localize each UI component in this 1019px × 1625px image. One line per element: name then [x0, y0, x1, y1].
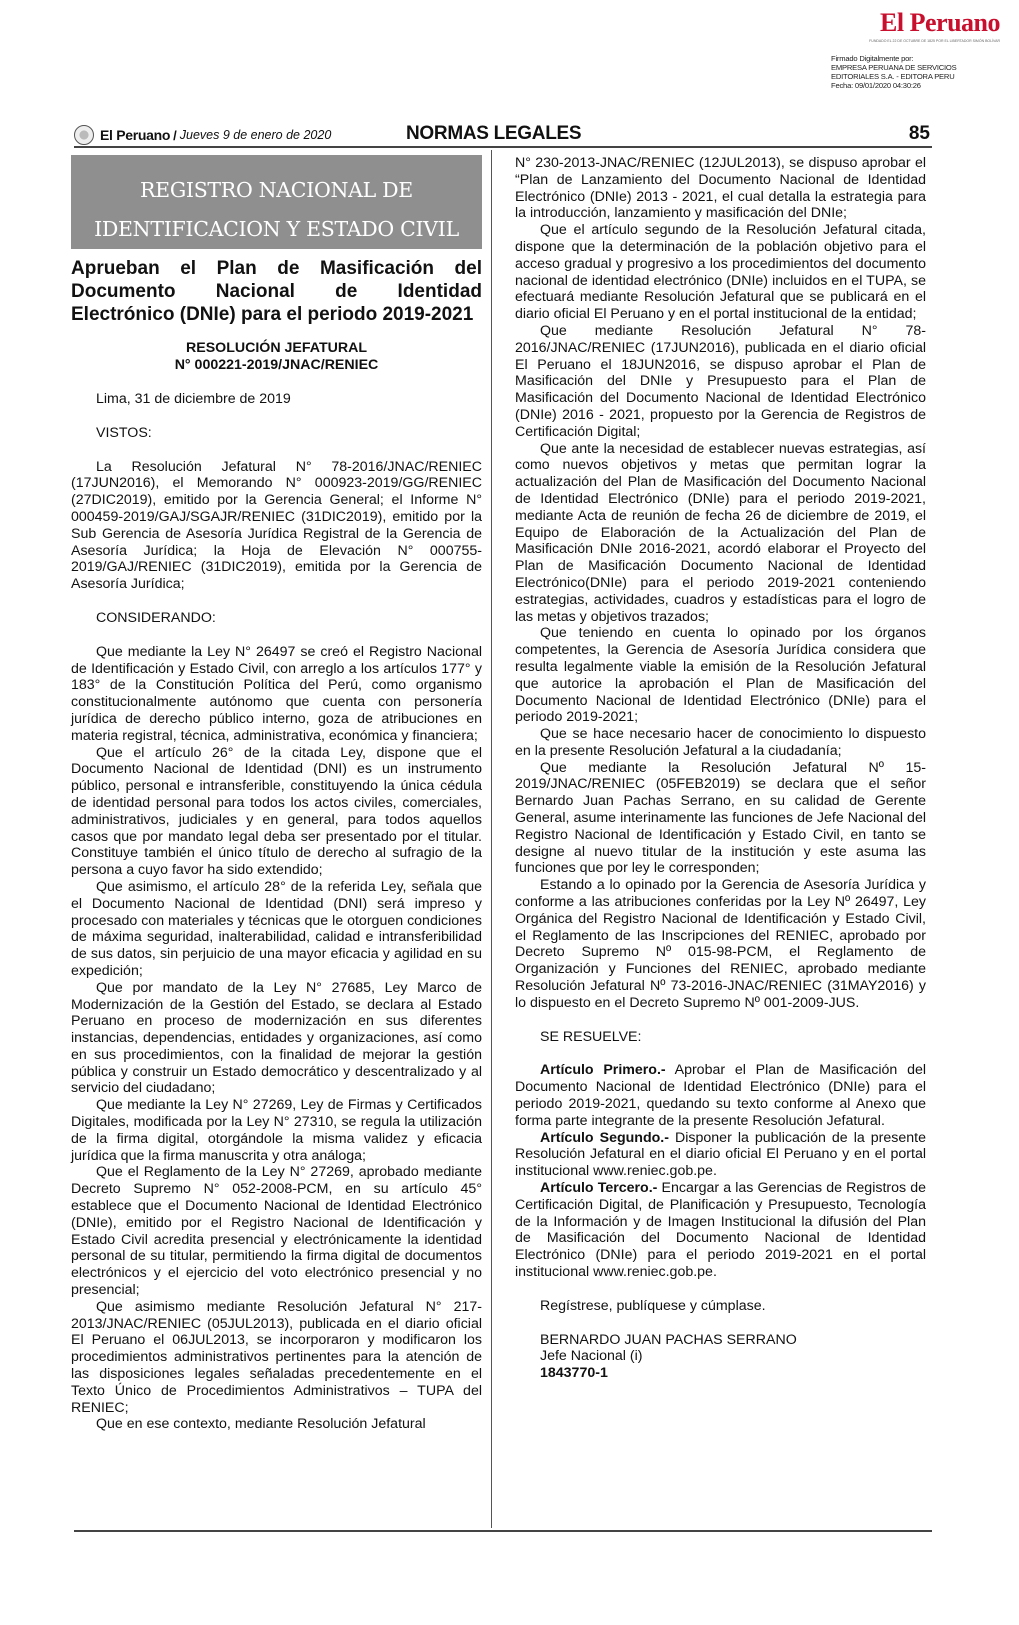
signature-line: EDITORIALES S.A. - EDITORA PERU — [831, 72, 955, 81]
institution-line: REGISTRO NACIONAL DE — [140, 178, 413, 202]
resolution-line: RESOLUCIÓN JEFATURAL — [185, 340, 368, 356]
el-peruano-logo: El Peruano — [880, 8, 1000, 37]
article-title: Aprueban el Plan de Masificación del Documento Nacional de Identidad Electrónico (DNIe) para el periodo 2019-2021 — [71, 258, 482, 325]
left-column — [71, 155, 482, 1433]
considerando-continuation: N° 230-2013-JNAC/RENIEC (12JUL2013), se dispuso aprobar el “Plan de Lanzamiento del Documento Nacional de Identidad Electrónico (DNIe) 2013 - 2021, el cual detalla la estrategia para la introducción, lanzamiento y masificación del DNIe; — [515, 155, 926, 222]
considerando-paragraph: Que el Reglamento de la Ley N° 27269, aprobado mediante Decreto Supremo N° 052-2008-PCM, en su artículo 45° establece que el Documento Nacional de Identidad Electrónico (DNIe), emitido por el Registro Nacional de Identificación y Estado Civil acredita presencial y electrónicamente la identidad personal de su titular, permitiendo la firma digital de documentos electrónicos y el ejercicio del voto electrónico presencial y no presencial; — [71, 1164, 482, 1299]
right-column — [515, 155, 926, 1382]
considerando-paragraph: Estando a lo opinado por la Gerencia de Asesoría Jurídica y conforme a las atribuciones conferidas por la Ley Nº 26497, Ley Orgánica del Registro Nacional de Identificación y Estado Civil, el Reglamento de las Inscripciones del RENIEC, aprobado por Decreto Supremo Nº 015-98-PCM, el Reglamento de Organización y Funciones del RENIEC, aprobado mediante Resolución Jefatural Nº 73-2016-JNAC/RENIEC (31MAY2016) y lo dispuesto en el Decreto Supremo Nº 001-2009-JUS. — [515, 877, 926, 1011]
header-date: Jueves 9 de enero de 2020 — [179, 128, 332, 142]
considerando-paragraph: Que asimismo mediante Resolución Jefatural N° 217-2013/JNAC/RENIEC (05JUL2013), publicada en el diario oficial El Peruano el 06JUL2013, se incorporaron y modificaron los procedimientos administrativos pertinentes para la atención de las disposiciones legales señaladas precedentemente en el Texto Único de Procedimientos Administrativos – TUPA del RENIEC; — [71, 1298, 482, 1416]
considerando-paragraph: Que mediante la Resolución Jefatural Nº 15-2019/JNAC/RENIEC (05FEB2019) se declara que el señor Bernardo Juan Pachas Serrano, en su calidad de Gerente General, asume interinamente las funciones de Jefe Nacional del Registro Nacional de Identificación y Estado Civil, en tanto se designe al nuevo titular de la institución y este asuma las funciones que por ley le corresponden; — [515, 759, 926, 877]
article-three — [515, 1180, 926, 1281]
signature-line: EMPRESA PERUANA DE SERVICIOS — [831, 63, 957, 72]
footer-rule — [74, 1530, 932, 1532]
vistos-text: La Resolución Jefatural N° 78-2016/JNAC/RENIEC (17JUN2016), el Memorando N° 000923-2019/GG/RENIEC (27DIC2019), emitido por la Gerencia General; el Informe N° 000459-2019/GAJ/SGAJR/RENIEC (31DIC2019), emitido por la Sub Gerencia de Asesoría Jurídica Registral de la Gerencia de Asesoría Jurídica; la Hoja de Elevación N° 000755-2019/GAJ/RENIEC (31DIC2019), emitida por la Gerencia de Asesoría Jurídica; — [71, 458, 482, 593]
considerando-paragraph: Que por mandato de la Ley N° 27685, Ley Marco de Modernización de la Gestión del Estado, se declara al Estado Peruano en proceso de modernización en sus diferentes instancias, dependencias, entidades y organizaciones, así como en sus procedimientos, con la finalidad de mejorar la gestión pública y construir un Estado democrático y descentralizado y al servicio del ciudadano; — [71, 979, 482, 1097]
institution-banner — [71, 155, 482, 249]
header-left — [74, 124, 331, 146]
article-label: Artículo Segundo.- — [540, 1129, 669, 1146]
article-label: Artículo Primero.- — [540, 1062, 666, 1079]
closing-formula: Regístrese, publíquese y cúmplase. — [540, 1297, 766, 1314]
signature-line: Fecha: 09/01/2020 04:30:26 — [831, 81, 921, 90]
signer-name: BERNARDO JUAN PACHAS SERRANO — [540, 1331, 797, 1348]
institution-line: IDENTIFICACION Y ESTADO CIVIL — [94, 217, 459, 241]
digital-signature-note — [831, 54, 1006, 90]
column-divider — [491, 150, 492, 1528]
coat-of-arms-icon — [74, 125, 94, 145]
resolution-line: N° 000221-2019/JNAC/RENIEC — [174, 357, 379, 373]
vistos-label: VISTOS: — [96, 424, 152, 441]
considerando-paragraph: Que teniendo en cuenta lo opinado por los órganos competentes, la Gerencia de Asesoría Jurídica considera que resulta legalmente viable la emisión de la Resolución Jefatural que autorice la aprobación el Plan de Masificación del Documento Nacional de Identidad Electrónico (DNIe) para el periodo 2019-2021; — [515, 625, 926, 726]
considerando-paragraph: Que se hace necesario hacer de conocimiento lo dispuesto en la presente Resolución Jefatural a la ciudadanía; — [515, 726, 926, 759]
article-label: Artículo Tercero.- — [540, 1180, 658, 1197]
article-one — [515, 1062, 926, 1129]
page-header — [74, 124, 932, 148]
place-date: Lima, 31 de diciembre de 2019 — [96, 391, 291, 407]
considerando-paragraph: Que mediante la Ley N° 27269, Ley de Firmas y Certificados Digitales, modificada por la Ley N° 27310, se regula la utilización de la firma digital, otorgándole la misma validez y eficacia jurídica que la firma manuscrita y otra análoga; — [71, 1097, 482, 1164]
considerando-paragraph: Que en ese contexto, mediante Resolución Jefatural — [96, 1416, 426, 1433]
article-text: Encargar a las Gerencias de Registros de Certificación Digital, de Planificación y Presupuesto, Tecnología de la Información y de Imagen Institucional la difusión del Plan de Masificación del Documento Nacional de Identidad Electrónico (DNIe) para el periodo 2019-2021 en el portal institucional www.reniec.gob.pe. — [515, 1180, 926, 1280]
header-paper-name: El Peruano — [100, 127, 171, 143]
signature-line: Firmado Digitalmente por: — [831, 54, 914, 63]
considerando-paragraph: Que ante la necesidad de establecer nuevas estrategias, así como nuevos objetivos y metas que permitan lograr la actualización del Plan de Masificación del Documento Nacional de Identidad Electrónico (DNIe) para el periodo 2019-2021, mediante Acta de reunión de fecha 26 de diciembre de 2019, el Equipo de Elaboración de la Actualización del Plan de Masificación DNIe 2016-2021, acordó elaborar el Proyecto del Plan de Masificación Documento Nacional de Identidad Electrónico(DNIe) para el periodo 2019-2021 conteniendo estrategias, actividades, cuadros y estadísticas para el logro de las metas y objetivos trazados; — [515, 440, 926, 625]
page-number: 85 — [908, 123, 930, 144]
resuelve-label: SE RESUELVE: — [540, 1028, 642, 1045]
signer-title: Jefe Nacional (i) — [540, 1348, 643, 1365]
article-text: Aprobar el Plan de Masificación del Documento Nacional de Identidad Electrónico (DNIe) para el periodo 2019-2021, quedando su texto conforme al Anexo que forma parte integrante de la presente Resolución Jefatural. — [515, 1062, 927, 1129]
header-separator: / — [173, 127, 177, 143]
order-number: 1843770-1 — [540, 1365, 608, 1382]
logo-tagline: FUNDADO EL 22 DE OCTUBRE DE 1825 POR EL LIBERTADOR SIMÓN BOLÍVAR — [869, 39, 1000, 43]
considerando-paragraph: Que mediante la Ley N° 26497 se creó el Registro Nacional de Identificación y Estado Civil, con arreglo a los artículos 177° y 183° de la Constitución Política del Perú, como organismo constitucionalmente autónomo que cuenta con personería jurídica de derecho público interno, goza de atribuciones en materia registral, técnica, administrativa, económica y financiera; — [71, 643, 482, 744]
considerando-label: CONSIDERANDO: — [96, 609, 216, 626]
considerando-paragraph: Que asimismo, el artículo 28° de la referida Ley, señala que el Documento Nacional de Identidad (DNI) será impreso y procesado con materiales y técnicas que le otorguen condiciones de máxima seguridad, inalterabilidad, calidad e intransferibilidad de sus datos, sin perjuicio de una mayor eficacia y agilidad en su expedición; — [71, 878, 482, 979]
considerando-paragraph: Que el artículo 26° de la citada Ley, dispone que el Documento Nacional de Identidad (DNI) es un instrumento público, personal e intransferible, constituyendo la única cédula de identidad personal para todos los actos civiles, comerciales, administrativos, judiciales y en general, para todos aquellos casos que por mandato legal deba ser presentado por el titular. Constituye también el único título de derecho al sufragio de la persona a cuyo favor ha sido extendido; — [71, 744, 482, 879]
considerando-paragraph: Que el artículo segundo de la Resolución Jefatural citada, dispone que la determinación de la población objetivo para el acceso gradual y progresivo a los procedimientos del documento nacional de identidad electrónico (DNIe) incluidos en el TUPA, se efectuará mediante Resolución Jefatural que se publicará en el diario oficial El Peruano y en el portal institucional de la entidad; — [515, 222, 926, 323]
article-text: Disponer la publicación de la presente Resolución Jefatural en el diario oficial El Peruano y en el portal institucional www.reniec.gob.pe. — [515, 1129, 926, 1180]
considerando-paragraph: Que mediante Resolución Jefatural N° 78-2016/JNAC/RENIEC (17JUN2016), publicada en el diario oficial El Peruano el 18JUN2016, se dispuso aprobar el Plan de Masificación del DNIe y Presupuesto para el Plan de Masificación del Documento Nacional de Identidad Electrónico (DNIe) 2016 - 2021, propuesto por la Gerencia de Registros de Certificación Digital; — [515, 322, 926, 440]
masthead-brand — [830, 8, 1000, 44]
resolution-number — [71, 340, 482, 374]
article-two — [515, 1130, 926, 1180]
header-section: NORMAS LEGALES — [406, 123, 582, 144]
